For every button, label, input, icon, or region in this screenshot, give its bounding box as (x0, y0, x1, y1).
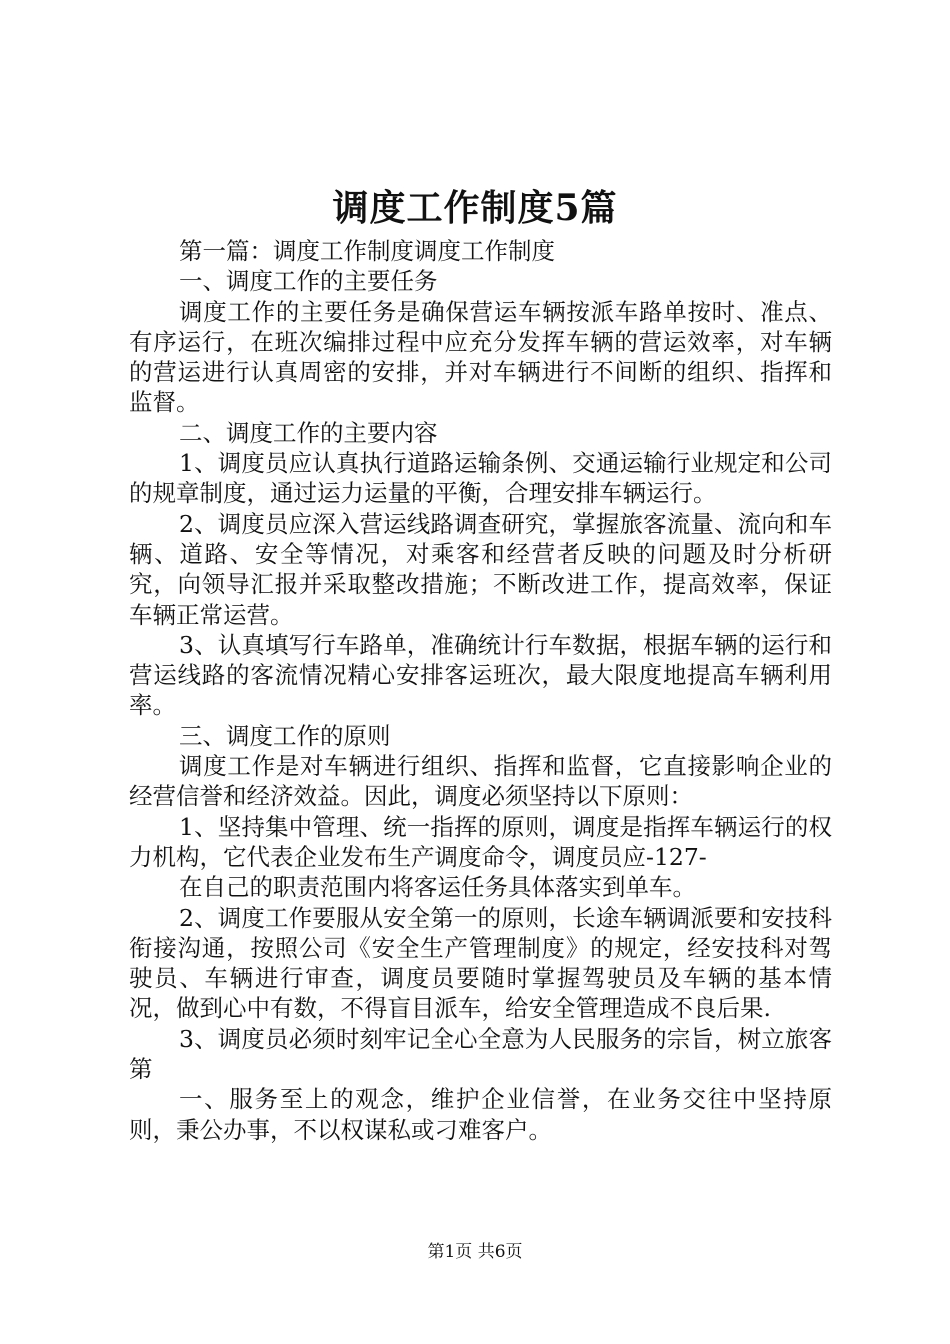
paragraph: 2、调度工作要服从安全第一的原则，长途车辆调派要和安技科衔接沟通，按照公司《安全生产管理制度》的规定，经安技科对驾驶员、车辆进行审查，调度员要随时掌握驾驶员及车辆的基本情况，做到心中有数，不得盲目派车，给安全管理造成不良后果. (129, 903, 832, 1023)
paragraph: 第一篇：调度工作制度调度工作制度 (179, 237, 555, 265)
section-heading: 二、调度工作的主要内容 (179, 418, 438, 447)
paragraph: 3、认真填写行车路单，准确统计行车数据，根据车辆的运行和营运线路的客流情况精心安排客运班次，最大限度地提高车辆利用率。 (129, 630, 832, 720)
paragraph: 调度工作的主要任务是确保营运车辆按派车路单按时、准点、有序运行，在班次编排过程中应充分发挥车辆的营运效率，对车辆的营运进行认真周密的安排，并对车辆进行不间断的组织、指挥和监督。 (129, 297, 832, 417)
paragraph: 3、调度员必须时刻牢记全心全意为人民服务的宗旨，树立旅客第 (129, 1024, 832, 1084)
document-body (129, 236, 832, 1145)
paragraph: 一、服务至上的观念，维护企业信誉，在业务交往中坚持原则，秉公办事，不以权谋私或刁难客户。 (129, 1085, 832, 1144)
section-heading: 一、调度工作的主要任务 (179, 267, 438, 296)
paragraph: 调度工作是对车辆进行组织、指挥和监督，它直接影响企业的经营信誉和经济效益。因此，调度必须坚持以下原则： (129, 752, 832, 811)
paragraph: 1、坚持集中管理、统一指挥的原则，调度是指挥车辆运行的权力机构，它代表企业发布生产调度命令，调度员应-127- (129, 812, 832, 871)
paragraph: 1、调度员应认真执行道路运输条例、交通运输行业规定和公司的规章制度，通过运力运量的平衡，合理安排车辆运行。 (129, 449, 832, 508)
document-title: 调度工作制度5篇 (332, 187, 618, 229)
paragraph: 2、调度员应深入营运线路调查研究，掌握旅客流量、流向和车辆、道路、安全等情况，对乘客和经营者反映的问题及时分析研究，向领导汇报并采取整改措施；不断改进工作，提高效率，保证车辆正常运营。 (129, 509, 832, 629)
section-heading: 三、调度工作的原则 (179, 721, 391, 750)
paragraph: 在自己的职责范围内将客运任务具体落实到单车。 (179, 873, 696, 902)
page-footer: 第1页 共6页 (427, 1242, 523, 1262)
